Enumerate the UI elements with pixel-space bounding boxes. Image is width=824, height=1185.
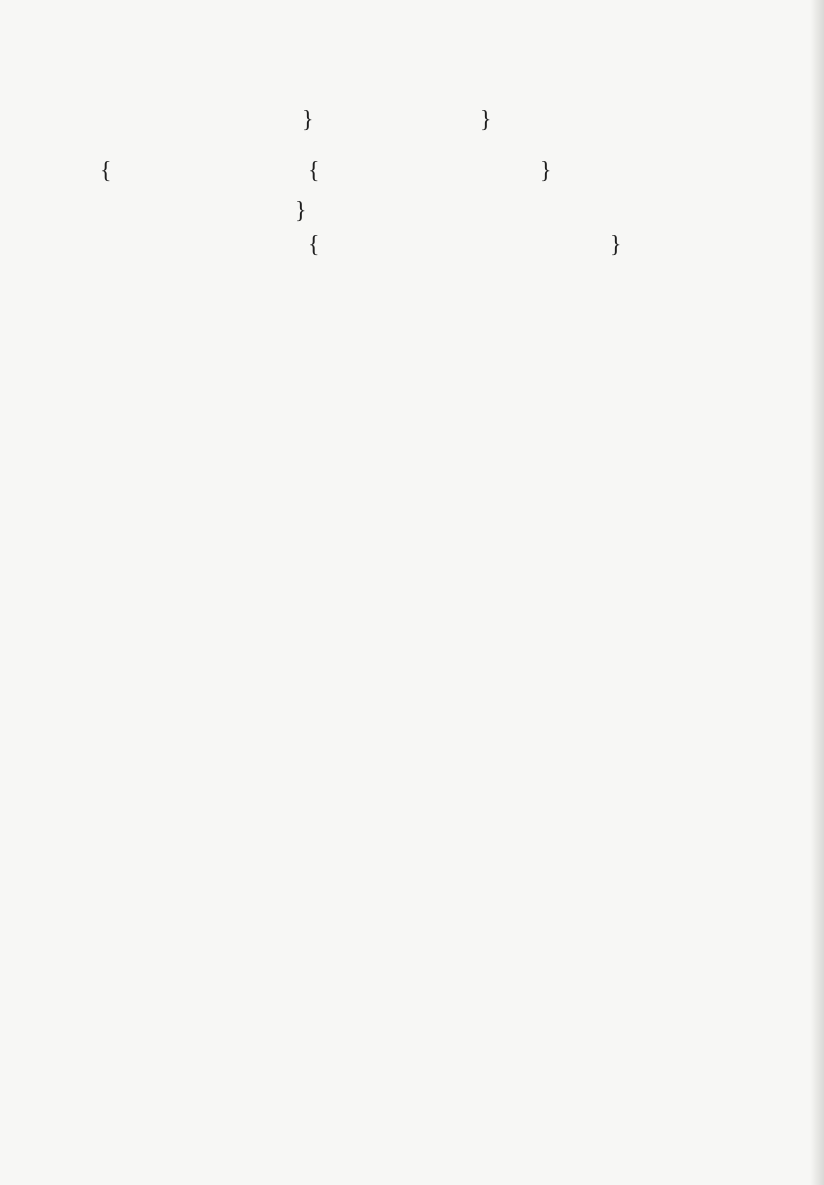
bottom-group [70, 230, 770, 264]
brace-icon: } [610, 232, 622, 259]
bottom-group [70, 196, 770, 230]
brace-icon: { [308, 232, 320, 259]
brace-icon: { [100, 158, 112, 185]
brace-icon: } [480, 107, 492, 134]
register-content [70, 48, 770, 264]
ugglehufvudet-group [70, 105, 770, 139]
page-header [70, 48, 770, 68]
brace-icon: } [295, 198, 307, 225]
brace-icon: } [302, 107, 314, 134]
svanen-group [70, 156, 770, 190]
quarter-title [70, 88, 770, 105]
brace-icon: { [308, 158, 320, 185]
brace-icon: } [540, 158, 552, 185]
quarter-title [70, 139, 770, 156]
column-headers [70, 68, 770, 88]
page-edge-shadow [810, 0, 824, 1185]
